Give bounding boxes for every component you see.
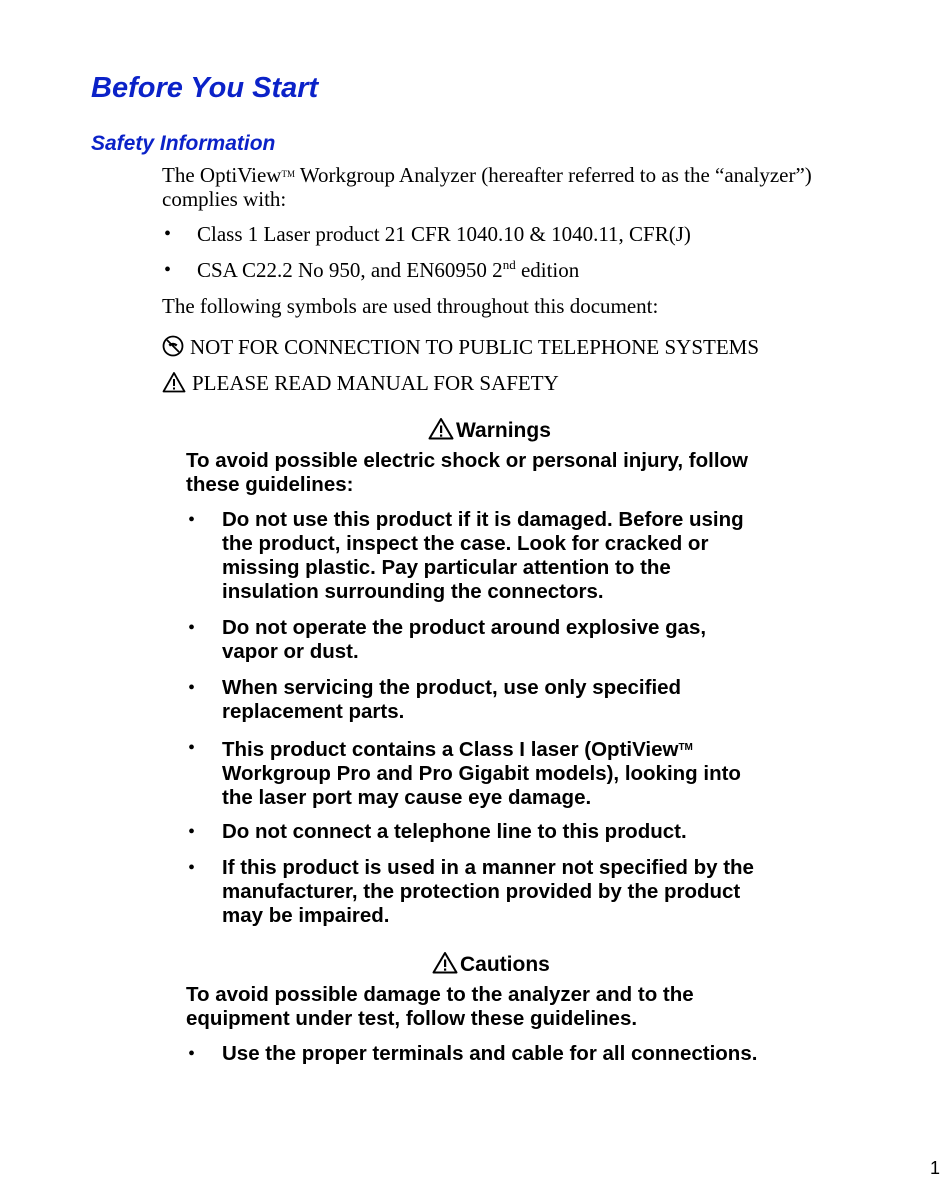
warning-triangle-icon bbox=[162, 371, 186, 393]
cautions-heading-text: Cautions bbox=[460, 953, 550, 976]
no-phone-text: NOT FOR CONNECTION TO PUBLIC TELEPHONE SYSTEMS bbox=[190, 335, 759, 359]
bullet-marker: • bbox=[188, 1043, 196, 1065]
symbol-row-read-manual bbox=[162, 371, 559, 396]
intro-text-b: Workgroup Analyzer (hereafter referred to as the “analyzer”) bbox=[294, 163, 812, 187]
warning-item-4-text: This product contains a Class I laser (OptiView bbox=[222, 738, 679, 761]
bullet-marker: • bbox=[164, 259, 172, 281]
section-title: Safety Information bbox=[91, 132, 276, 155]
bullet-marker: • bbox=[188, 677, 196, 699]
symbol-row-no-phone bbox=[162, 335, 759, 360]
warning-item-3-line: When servicing the product, use only specified bbox=[222, 676, 682, 699]
bullet-marker: • bbox=[188, 509, 196, 531]
warnings-intro-line-1: To avoid possible electric shock or personal injury, follow bbox=[186, 449, 748, 472]
warning-triangle-icon bbox=[428, 417, 454, 440]
warning-item-1-line: Do not use this product if it is damaged. Before using bbox=[222, 508, 744, 531]
page-number: 1 bbox=[929, 1158, 940, 1178]
page-title: Before You Start bbox=[91, 72, 319, 104]
warning-item-1-line: missing plastic. Pay particular attention to the bbox=[222, 556, 671, 579]
no-telephone-icon bbox=[162, 335, 184, 357]
warning-item-5: Do not connect a telephone line to this product. bbox=[222, 820, 687, 843]
warning-item-6-line: may be impaired. bbox=[222, 904, 390, 927]
warning-item-6-line: manufacturer, the protection provided by the product bbox=[222, 880, 741, 903]
bullet-marker: • bbox=[164, 223, 172, 245]
compliance-item-2-tail: edition bbox=[515, 258, 580, 282]
caution-item-1: Use the proper terminals and cable for all connections. bbox=[222, 1042, 758, 1065]
bullet-marker: • bbox=[188, 857, 196, 879]
warning-item-4-line: Workgroup Pro and Pro Gigabit models), looking into bbox=[222, 762, 741, 785]
warning-item-3 bbox=[222, 676, 681, 724]
warning-item-4-line: the laser port may cause eye damage. bbox=[222, 786, 592, 809]
warning-item-3-line: replacement parts. bbox=[222, 700, 405, 723]
bullet-marker: • bbox=[188, 737, 196, 759]
ordinal-suffix: nd bbox=[502, 257, 516, 272]
warning-triangle-icon bbox=[432, 951, 458, 974]
cautions-intro-line-2: equipment under test, follow these guidelines. bbox=[186, 1007, 638, 1030]
compliance-item-2 bbox=[197, 258, 579, 283]
compliance-item-1: Class 1 Laser product 21 CFR 1040.10 & 1040.11, CFR(J) bbox=[197, 222, 691, 246]
warning-item-4 bbox=[222, 736, 741, 810]
warning-item-2-line: Do not operate the product around explosive gas, bbox=[222, 616, 707, 639]
warnings-heading bbox=[428, 417, 551, 444]
symbols-intro: The following symbols are used throughout this document: bbox=[162, 294, 659, 318]
compliance-item-2-text: CSA C22.2 No 950, and EN60950 2 bbox=[197, 258, 503, 282]
warnings-heading-text: Warnings bbox=[456, 419, 551, 442]
warning-item-1 bbox=[222, 508, 744, 604]
warning-item-6-line: If this product is used in a manner not specified by the bbox=[222, 856, 754, 879]
intro-line-2: complies with: bbox=[162, 187, 287, 211]
warning-item-2 bbox=[222, 616, 706, 664]
warning-item-4-line bbox=[222, 736, 741, 762]
cautions-heading bbox=[432, 951, 550, 978]
intro-line-1 bbox=[162, 162, 812, 188]
warning-item-1-line: insulation surrounding the connectors. bbox=[222, 580, 604, 603]
bullet-marker: • bbox=[188, 821, 196, 843]
intro-text-a: The OptiView bbox=[162, 163, 282, 187]
trademark-mark: TM bbox=[281, 169, 295, 179]
warnings-intro-line-2: these guidelines: bbox=[186, 473, 354, 496]
trademark-mark: TM bbox=[678, 742, 693, 753]
bullet-marker: • bbox=[188, 617, 196, 639]
warning-item-1-line: the product, inspect the case. Look for cracked or bbox=[222, 532, 709, 555]
cautions-intro-line-1: To avoid possible damage to the analyzer and to the bbox=[186, 983, 694, 1006]
warning-item-6 bbox=[222, 856, 754, 928]
warning-item-2-line: vapor or dust. bbox=[222, 640, 359, 663]
read-manual-text: PLEASE READ MANUAL FOR SAFETY bbox=[192, 371, 559, 395]
